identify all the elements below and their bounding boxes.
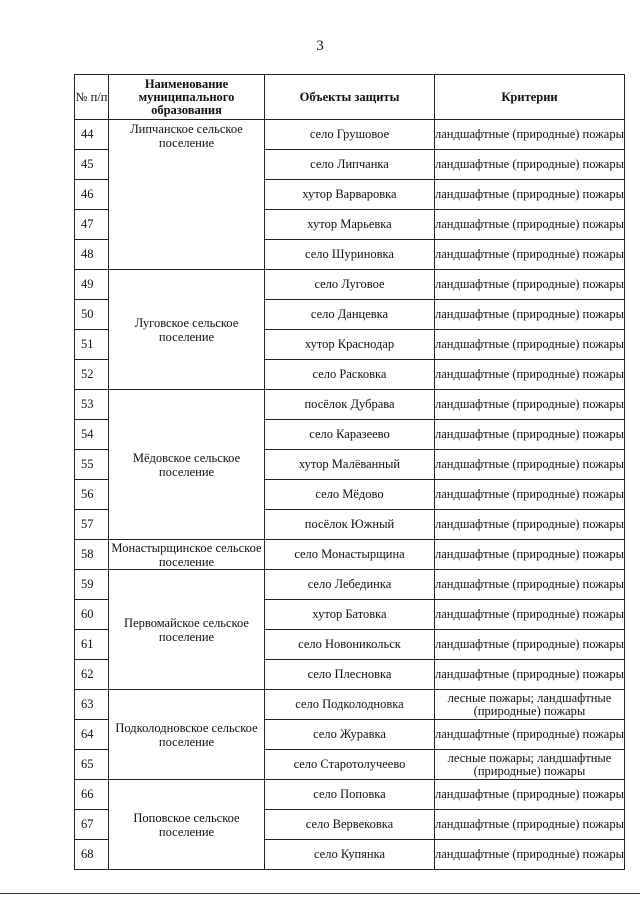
row-number: 61: [75, 630, 109, 660]
object-cell: село Липчанка: [265, 150, 435, 180]
criteria-cell: ландшафтные (природные) пожары: [435, 450, 625, 480]
header-criteria: Критерии: [435, 75, 625, 120]
row-number: 60: [75, 600, 109, 630]
table-row: [75, 270, 625, 300]
object-cell: хутор Малёванный: [265, 450, 435, 480]
row-number: 44: [75, 120, 109, 150]
object-cell: посёлок Дубрава: [265, 390, 435, 420]
object-cell: хутор Батовка: [265, 600, 435, 630]
row-number: 49: [75, 270, 109, 300]
object-cell: село Расковка: [265, 360, 435, 390]
object-cell: хутор Марьевка: [265, 210, 435, 240]
criteria-cell: ландшафтные (природные) пожары: [435, 360, 625, 390]
row-number: 65: [75, 750, 109, 780]
row-number: 53: [75, 390, 109, 420]
object-cell: хутор Варваровка: [265, 180, 435, 210]
object-cell: село Подколодновка: [265, 690, 435, 720]
object-cell: посёлок Южный: [265, 510, 435, 540]
table-row: [75, 690, 625, 720]
criteria-cell: ландшафтные (природные) пожары: [435, 330, 625, 360]
object-cell: село Лебединка: [265, 570, 435, 600]
page-number: 3: [316, 38, 324, 54]
object-cell: село Старотолучеево: [265, 750, 435, 780]
criteria-cell: ландшафтные (природные) пожары: [435, 420, 625, 450]
municipality-cell: Первомайское сельское поселение: [109, 570, 265, 690]
object-cell: село Плесновка: [265, 660, 435, 690]
footer-divider: [0, 893, 640, 894]
object-cell: село Каразеево: [265, 420, 435, 450]
criteria-cell: ландшафтные (природные) пожары: [435, 540, 625, 570]
criteria-cell: лесные пожары; ландшафтные (природные) пожары: [435, 750, 625, 780]
table-row: [75, 120, 625, 150]
municipality-cell: Мёдовское сельское поселение: [109, 390, 265, 540]
row-number: 59: [75, 570, 109, 600]
criteria-cell: ландшафтные (природные) пожары: [435, 180, 625, 210]
criteria-cell: ландшафтные (природные) пожары: [435, 780, 625, 810]
row-number: 66: [75, 780, 109, 810]
row-number: 67: [75, 810, 109, 840]
municipality-cell: Луговское сельское поселение: [109, 270, 265, 390]
row-number: 50: [75, 300, 109, 330]
object-cell: село Новоникольск: [265, 630, 435, 660]
row-number: 58: [75, 540, 109, 570]
object-cell: село Монастырщина: [265, 540, 435, 570]
object-cell: село Грушовое: [265, 120, 435, 150]
row-number: 57: [75, 510, 109, 540]
criteria-cell: ландшафтные (природные) пожары: [435, 570, 625, 600]
criteria-cell: ландшафтные (природные) пожары: [435, 150, 625, 180]
table-row: [75, 540, 625, 570]
municipality-cell: Подколодновское сельское поселение: [109, 690, 265, 780]
criteria-cell: ландшафтные (природные) пожары: [435, 840, 625, 870]
criteria-cell: ландшафтные (природные) пожары: [435, 120, 625, 150]
row-number: 54: [75, 420, 109, 450]
criteria-cell: ландшафтные (природные) пожары: [435, 390, 625, 420]
object-cell: село Вервековка: [265, 810, 435, 840]
table-row: [75, 780, 625, 810]
criteria-cell: ландшафтные (природные) пожары: [435, 600, 625, 630]
row-number: 45: [75, 150, 109, 180]
criteria-cell: ландшафтные (природные) пожары: [435, 210, 625, 240]
row-number: 52: [75, 360, 109, 390]
header-objects: Объекты защиты: [265, 75, 435, 120]
table-row: [75, 570, 625, 600]
row-number: 62: [75, 660, 109, 690]
object-cell: село Журавка: [265, 720, 435, 750]
object-cell: село Луговое: [265, 270, 435, 300]
criteria-cell: ландшафтные (природные) пожары: [435, 270, 625, 300]
row-number: 68: [75, 840, 109, 870]
table-header-row: [75, 75, 625, 120]
row-number: 55: [75, 450, 109, 480]
protection-objects-table: [74, 74, 625, 870]
row-number: 56: [75, 480, 109, 510]
row-number: 51: [75, 330, 109, 360]
criteria-cell: лесные пожары; ландшафтные (природные) пожары: [435, 690, 625, 720]
criteria-cell: ландшафтные (природные) пожары: [435, 660, 625, 690]
object-cell: село Данцевка: [265, 300, 435, 330]
criteria-cell: ландшафтные (природные) пожары: [435, 810, 625, 840]
object-cell: хутор Краснодар: [265, 330, 435, 360]
criteria-cell: ландшафтные (природные) пожары: [435, 720, 625, 750]
criteria-cell: ландшафтные (природные) пожары: [435, 480, 625, 510]
object-cell: село Мёдово: [265, 480, 435, 510]
criteria-cell: ландшафтные (природные) пожары: [435, 240, 625, 270]
row-number: 46: [75, 180, 109, 210]
row-number: 47: [75, 210, 109, 240]
municipality-cell: Поповское сельское поселение: [109, 780, 265, 870]
row-number: 64: [75, 720, 109, 750]
municipality-cell: Липчанское сельское поселение: [109, 120, 265, 270]
header-num: № п/п: [75, 75, 109, 120]
criteria-cell: ландшафтные (природные) пожары: [435, 630, 625, 660]
municipality-cell: Монастырщинское сельское поселение: [109, 540, 265, 570]
row-number: 63: [75, 690, 109, 720]
table-body: [75, 120, 625, 870]
table-row: [75, 390, 625, 420]
object-cell: село Поповка: [265, 780, 435, 810]
object-cell: село Купянка: [265, 840, 435, 870]
header-municipality: Наименование муниципального образования: [109, 75, 265, 120]
criteria-cell: ландшафтные (природные) пожары: [435, 510, 625, 540]
object-cell: село Шуриновка: [265, 240, 435, 270]
row-number: 48: [75, 240, 109, 270]
criteria-cell: ландшафтные (природные) пожары: [435, 300, 625, 330]
